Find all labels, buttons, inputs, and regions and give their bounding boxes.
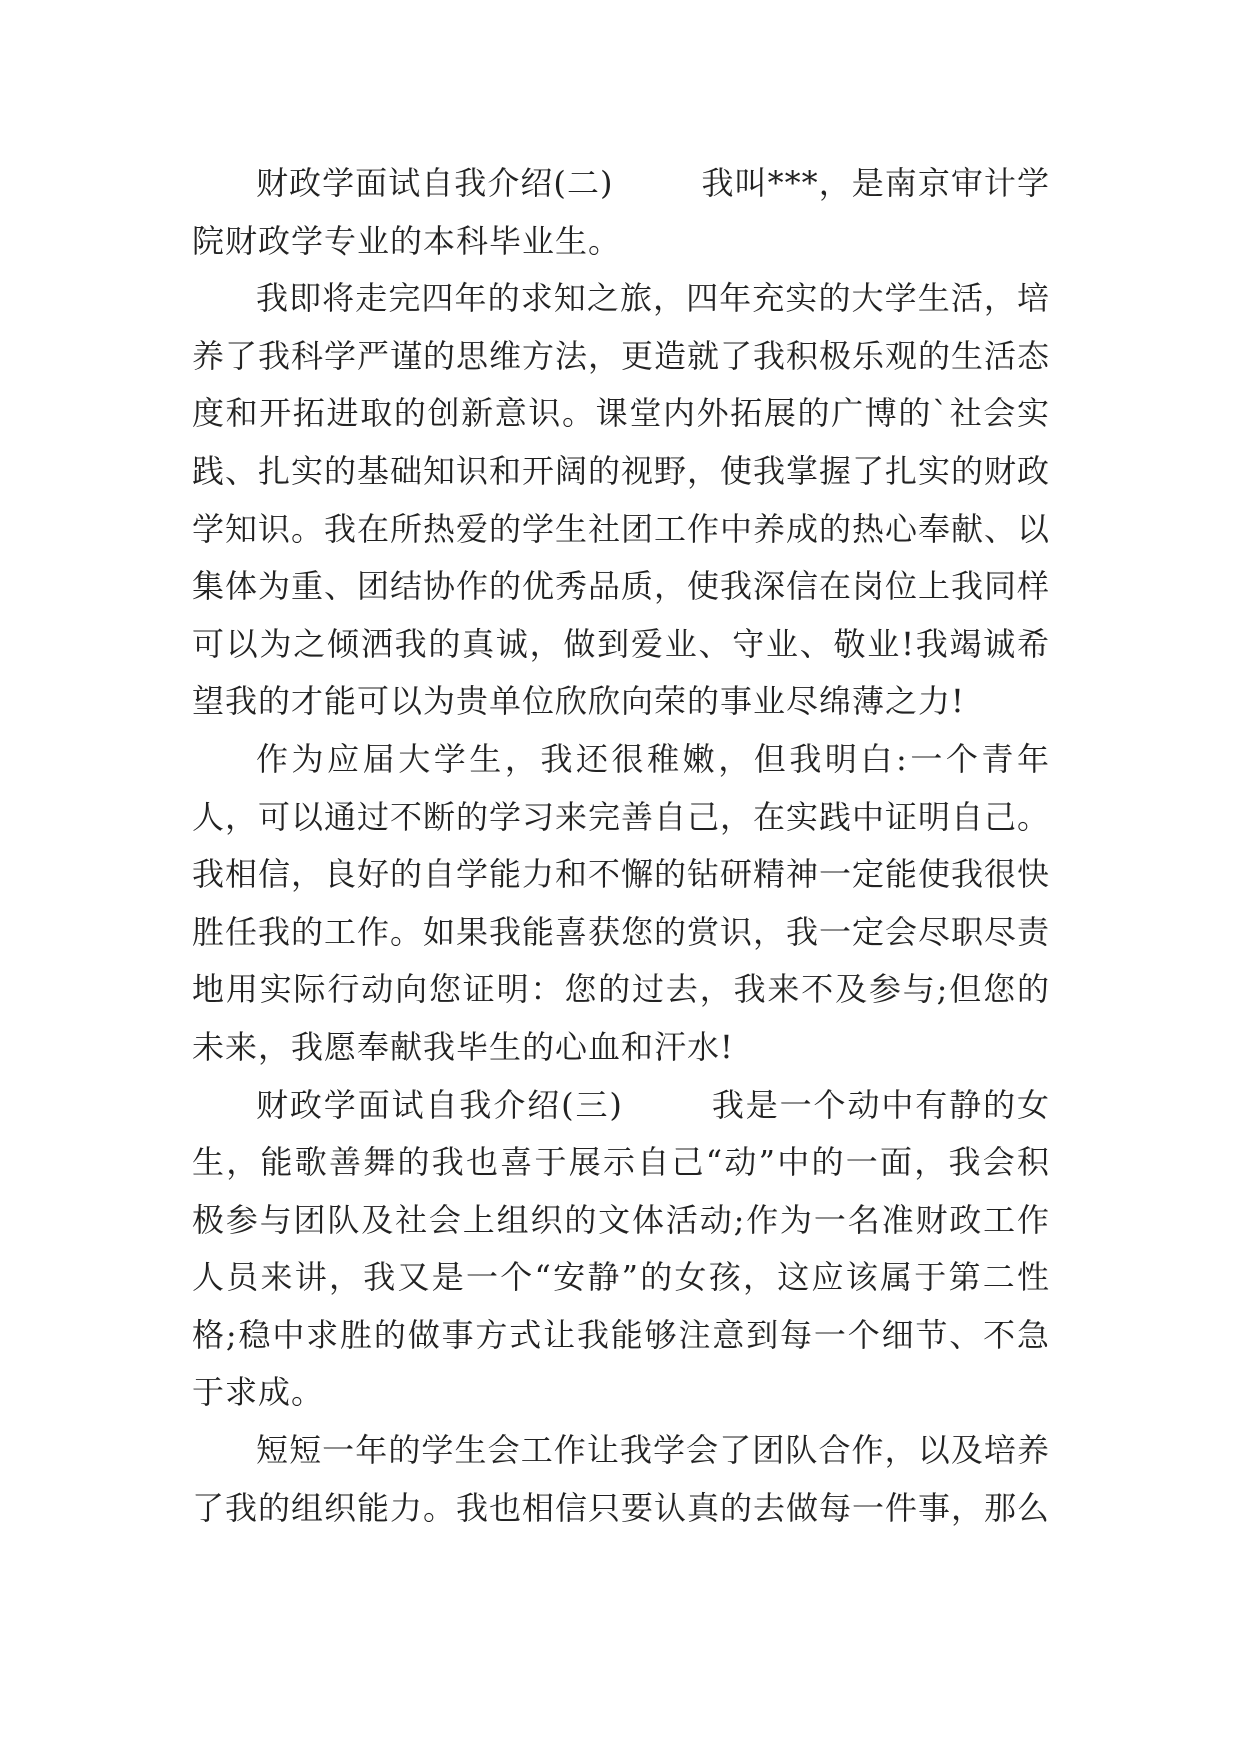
paragraph-intro-three [192,1077,1050,1423]
paragraph-university-life [192,270,1050,731]
paragraph-text: 作为应届大学生，我还很稚嫩，但我明白:一个青年人，可以通过不断的学习来完善自己，在实践中证明自己。我相信，良好的自学能力和不懈的钻研精神一定能使我很快胜任我的工作。如果我能喜获您的赏识，我一定会尽职尽责地用实际行动向您证明：您的过去，我来不及参与;但您的未来，我愿奉献我毕生的心血和汗水! [192,739,1051,1066]
paragraph-text: 我即将走完四年的求知之旅，四年充实的大学生活，培养了我科学严谨的思维方法，更造就了我积极乐观的生活态度和开拓进取的创新意识。课堂内外拓展的广博的`社会实践、扎实的基础知识和开阔的视野，使我掌握了扎实的财政学知识。我在所热爱的学生社团工作中养成的热心奉献、以集体为重、团结协作的优秀品质，使我深信在岗位上我同样可以为之倾洒我的真诚，做到爱业、守业、敬业!我竭诚希望我的才能可以为贵单位欣欣向荣的事业尽绵薄之力! [192,279,1051,721]
paragraph-text: 我叫***，是南京审计学院财政学专业的本科毕业生。 [192,164,1050,260]
paragraph-text: 我是一个动中有静的女生，能歌善舞的我也喜于展示自己“动”中的一面，我会积极参与团队及社会上组织的文体活动;作为一名准财政工作人员来讲，我又是一个“安静”的女孩，这应该属于第二性格;稳中求胜的做事方式让我能够注意到每一个细节、不急于求成。 [192,1085,1050,1412]
section-heading-three: 财政学面试自我介绍(三) [256,1085,623,1124]
document-body [192,155,1050,1537]
paragraph-student-union [192,1422,1050,1537]
paragraph-intro-two [192,155,1050,270]
section-heading-two: 财政学面试自我介绍(二) [256,164,614,202]
paragraph-text: 短短一年的学生会工作让我学会了团队合作，以及培养了我的组织能力。我也相信只要认真的去做每一件事，那么 [192,1431,1051,1527]
paragraph-graduate [192,731,1050,1077]
